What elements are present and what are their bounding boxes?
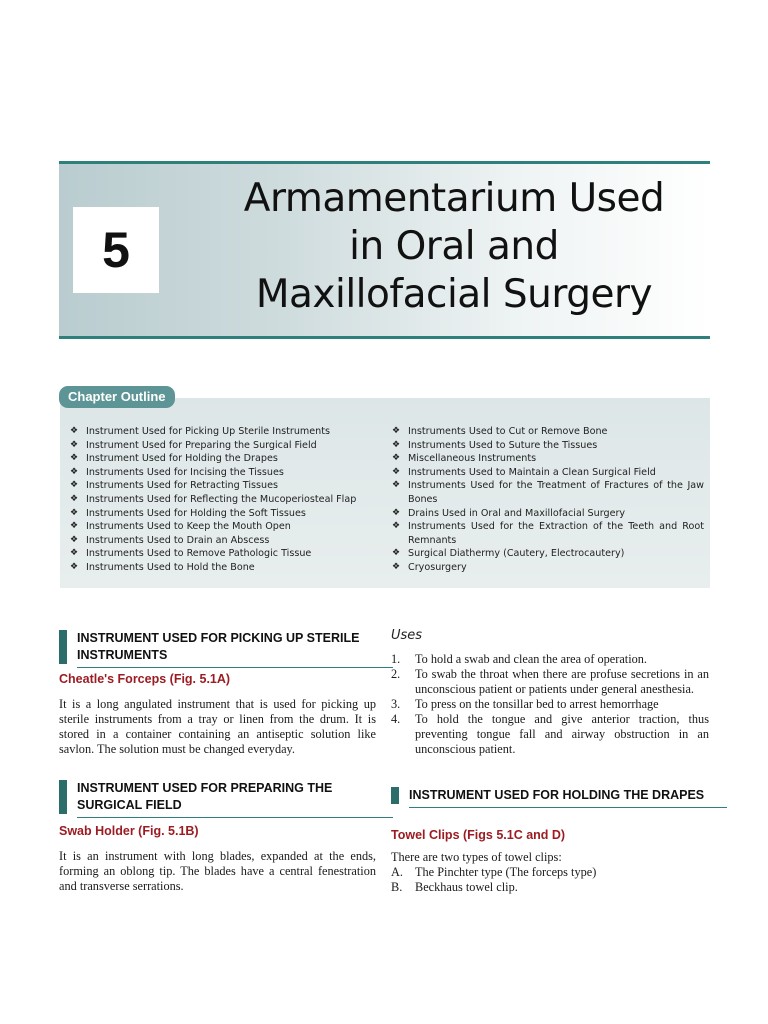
outline-item-text: Instrument Used for Picking Up Sterile Instruments (86, 426, 331, 437)
outline-item (70, 425, 370, 439)
outline-item (392, 547, 704, 561)
outline-item (70, 547, 370, 561)
chapter-title-line: Armamentarium Used (243, 176, 665, 221)
diamond-bullet-icon: ❖ (392, 548, 401, 559)
outline-item-text: Instruments Used for Reflecting the Mucoperiosteal Flap (86, 493, 357, 505)
outline-item-text: Instruments Used for Incising the Tissues (86, 466, 284, 478)
list-item-marker: A. (391, 865, 403, 879)
section-heading-preparing (59, 780, 393, 814)
section-heading-drapes (391, 787, 727, 804)
diamond-bullet-icon: ❖ (392, 507, 401, 518)
heading-underline (409, 807, 727, 809)
subheading-towel-clips: Towel Clips (Figs 5.1C and D) (391, 828, 566, 842)
list-item (391, 667, 709, 697)
outline-item-text: Instruments Used for the Treatment of Fractures of the Jaw Bones (408, 480, 704, 505)
list-item-text: To hold a swab and clean the area of operation. (415, 652, 648, 666)
paragraph-towel-clips-intro: There are two types of towel clips: (391, 850, 562, 864)
outline-item-text: Instrument Used for Holding the Drapes (86, 453, 278, 465)
diamond-bullet-icon: ❖ (70, 453, 79, 464)
outline-item-text: Instruments Used to Suture the Tissues (408, 439, 598, 451)
outline-item-text: Instruments Used to Remove Pathologic Tissue (86, 548, 312, 560)
outline-item-text: Drains Used in Oral and Maxillofacial Surgery (408, 507, 626, 519)
list-item-text: To press on the tonsillar bed to arrest hemorrhage (415, 697, 659, 711)
outline-item-text: Instrument Used for Preparing the Surgical Field (86, 439, 317, 451)
outline-item (392, 520, 704, 547)
diamond-bullet-icon: ❖ (70, 480, 79, 491)
section-heading-text: INSTRUMENT USED FOR PICKING UP STERILE INSTRUMENTS (77, 631, 360, 662)
outline-item (392, 561, 704, 575)
diamond-bullet-icon: ❖ (392, 521, 401, 532)
list-item-text: To hold the tongue and give anterior traction, thus preventing tongue fall and airway obstruction in an unconscious patient. (415, 712, 709, 756)
diamond-bullet-icon: ❖ (392, 426, 401, 436)
outline-item-text: Instruments Used to Hold the Bone (86, 561, 255, 573)
paragraph-swab-holder: It is an instrument with long blades, expanded at the ends, forming an oblong tip. The blades have a central fenestration and transverse serrations. (59, 849, 376, 893)
outline-item-text: Instruments Used to Keep the Mouth Open (86, 521, 291, 533)
outline-item (392, 479, 704, 506)
outline-item (70, 507, 370, 521)
outline-list-right (392, 425, 704, 575)
outline-item (392, 452, 704, 466)
outline-item (70, 466, 370, 480)
subheading-cheatles-forceps: Cheatle's Forceps (Fig. 5.1A) (59, 672, 231, 686)
outline-item (70, 561, 370, 575)
list-item (391, 865, 709, 880)
diamond-bullet-icon: ❖ (70, 561, 79, 572)
list-item-marker: 1. (391, 652, 401, 666)
diamond-bullet-icon: ❖ (70, 534, 79, 545)
outline-item (392, 507, 704, 521)
diamond-bullet-icon: ❖ (392, 453, 401, 464)
diamond-bullet-icon: ❖ (392, 561, 401, 572)
list-item-text: To swab the throat when there are profuse secretions in an unconscious patient or patients under general anesthesia. (415, 667, 709, 696)
outline-item-text: Instruments Used to Cut or Remove Bone (408, 426, 608, 437)
header-bottom-rule (59, 336, 710, 339)
outline-item-text: Miscellaneous Instruments (408, 453, 537, 465)
outline-item-text: Instruments Used for the Extraction of the Teeth and Root Remnants (408, 521, 704, 546)
chapter-title-line: in Oral and (349, 224, 559, 269)
outline-item-text: Surgical Diathermy (Cautery, Electrocautery) (408, 548, 625, 560)
outline-item (70, 439, 370, 453)
outline-item-text: Instruments Used for Retracting Tissues (86, 480, 278, 492)
heading-bar (59, 780, 67, 814)
outline-item (70, 452, 370, 466)
diamond-bullet-icon: ❖ (70, 439, 79, 450)
outline-item (70, 520, 370, 534)
list-item (391, 712, 709, 757)
diamond-bullet-icon: ❖ (70, 426, 79, 436)
outline-item (392, 425, 704, 439)
list-item-text: The Pinchter type (The forceps type) (415, 865, 597, 879)
diamond-bullet-icon: ❖ (392, 480, 401, 491)
section-heading-text: INSTRUMENT USED FOR HOLDING THE DRAPES (409, 788, 705, 802)
chapter-title (209, 175, 699, 319)
outline-item-text: Instruments Used to Maintain a Clean Surgical Field (408, 466, 656, 478)
list-item (391, 880, 709, 895)
outline-item (70, 534, 370, 548)
list-item-marker: 4. (391, 712, 401, 726)
diamond-bullet-icon: ❖ (392, 466, 401, 477)
diamond-bullet-icon: ❖ (70, 548, 79, 559)
outline-item-text: Instruments Used to Drain an Abscess (86, 534, 270, 546)
diamond-bullet-icon: ❖ (70, 521, 79, 532)
uses-title: Uses (391, 628, 423, 643)
diamond-bullet-icon: ❖ (70, 466, 79, 477)
subheading-swab-holder: Swab Holder (Fig. 5.1B) (59, 824, 199, 838)
section-heading-text: INSTRUMENT USED FOR PREPARING THE SURGICAL FIELD (77, 781, 333, 812)
section-heading-picking-up (59, 630, 393, 664)
list-item (391, 652, 709, 667)
uses-list (391, 652, 709, 757)
diamond-bullet-icon: ❖ (392, 439, 401, 450)
list-item (391, 697, 709, 712)
list-item-marker: B. (391, 880, 403, 894)
outline-item-text: Cryosurgery (408, 561, 467, 573)
list-item-text: Beckhaus towel clip. (415, 880, 518, 894)
heading-underline (77, 817, 393, 819)
chapter-number: 5 (73, 207, 159, 293)
heading-bar (391, 787, 399, 804)
diamond-bullet-icon: ❖ (70, 493, 79, 504)
outline-item (70, 479, 370, 493)
header-top-rule (59, 161, 710, 164)
heading-underline (77, 667, 393, 669)
outline-item (70, 493, 370, 507)
heading-bar (59, 630, 67, 664)
chapter-outline-label: Chapter Outline (59, 386, 175, 408)
chapter-title-line: Maxillofacial Surgery (255, 272, 653, 317)
outline-item (392, 439, 704, 453)
towel-clip-types-list (391, 865, 709, 895)
paragraph-cheatles-forceps: It is a long angulated instrument that is used for picking up sterile instruments from a tray or linen from the drum. It is stored in a container containing an antiseptic solution like savlon. The solution must be changed everyday. (59, 697, 376, 756)
list-item-marker: 3. (391, 697, 401, 711)
outline-item (392, 466, 704, 480)
outline-item-text: Instruments Used for Holding the Soft Tissues (86, 507, 306, 519)
outline-list-left (70, 425, 370, 575)
list-item-marker: 2. (391, 667, 401, 681)
chapter-header (59, 161, 710, 339)
diamond-bullet-icon: ❖ (70, 507, 79, 518)
